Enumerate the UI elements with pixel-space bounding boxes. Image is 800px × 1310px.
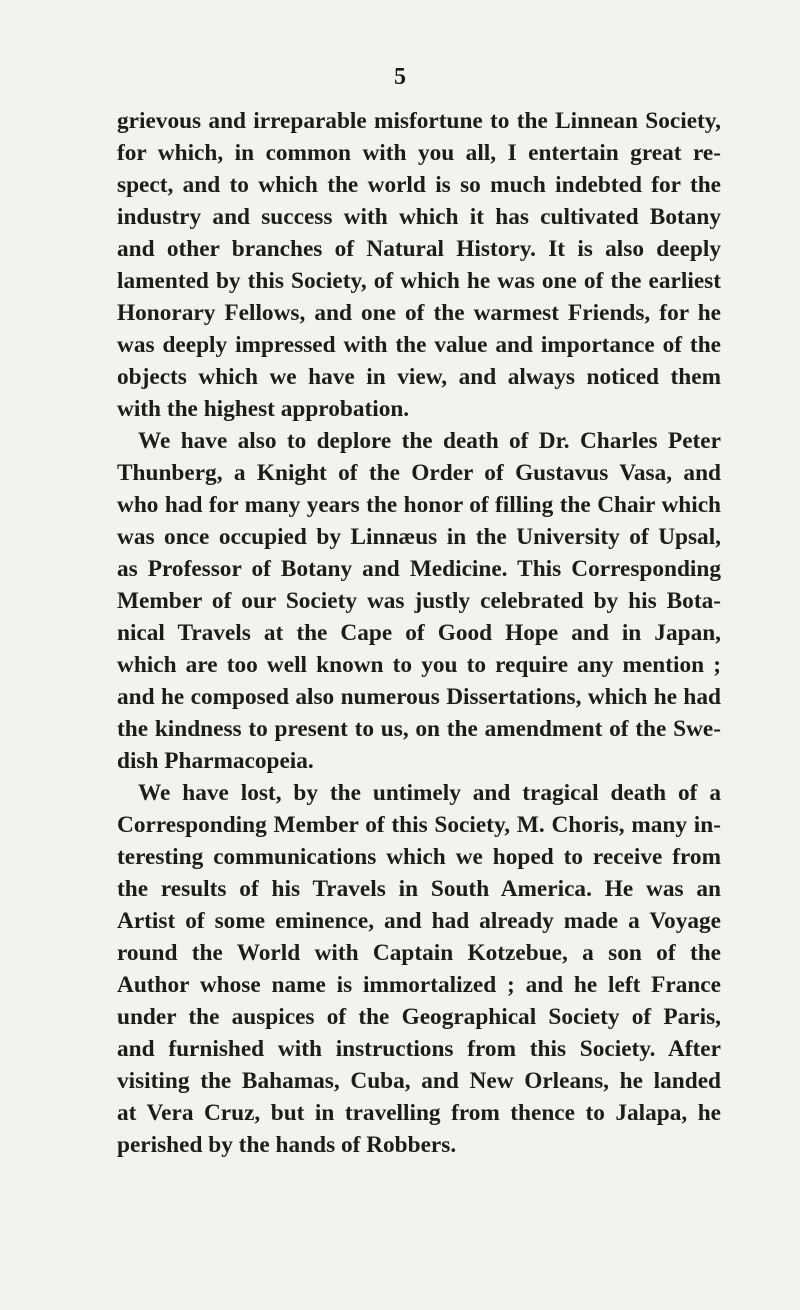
text-line: grievous and irreparable misfortune to the Linnean Society, bbox=[117, 108, 721, 134]
text-line: under the auspices of the Geographical Society of Paris, bbox=[117, 1004, 721, 1030]
text-line: dish Pharmacopeia. bbox=[117, 748, 314, 774]
text-line: visiting the Bahamas, Cuba, and New Orleans, he landed bbox=[117, 1068, 721, 1094]
text-line: as Professor of Botany and Medicine. This Corresponding bbox=[117, 556, 721, 582]
text-line: Corresponding Member of this Society, M. Choris, many in- bbox=[117, 812, 721, 838]
text-line: who had for many years the honor of filling the Chair which bbox=[117, 492, 721, 518]
text-line: nical Travels at the Cape of Good Hope and in Japan, bbox=[117, 620, 721, 646]
text-line: objects which we have in view, and always noticed them bbox=[117, 364, 721, 390]
text-line: which are too well known to you to require any mention ; bbox=[117, 652, 721, 678]
text-line: was deeply impressed with the value and importance of the bbox=[117, 332, 721, 358]
text-line: We have also to deplore the death of Dr. Charles Peter bbox=[138, 428, 721, 454]
text-line: Author whose name is immortalized ; and he left France bbox=[117, 972, 721, 998]
text-line: and other branches of Natural History. It is also deeply bbox=[117, 236, 721, 262]
text-line: and furnished with instructions from this Society. After bbox=[117, 1036, 721, 1062]
text-line: Artist of some eminence, and had already made a Voyage bbox=[117, 908, 721, 934]
text-line: spect, and to which the world is so much indebted for the bbox=[117, 172, 721, 198]
text-line: Thunberg, a Knight of the Order of Gustavus Vasa, and bbox=[117, 460, 721, 486]
text-line: teresting communications which we hoped to receive from bbox=[117, 844, 721, 870]
text-line: round the World with Captain Kotzebue, a son of the bbox=[117, 940, 721, 966]
text-line: the results of his Travels in South America. He was an bbox=[117, 876, 721, 902]
text-line: was once occupied by Linnæus in the University of Upsal, bbox=[117, 524, 721, 550]
text-line: and he composed also numerous Dissertations, which he had bbox=[117, 684, 721, 710]
text-line: perished by the hands of Robbers. bbox=[117, 1132, 457, 1158]
text-line: lamented by this Society, of which he was one of the earliest bbox=[117, 268, 721, 294]
text-line: the kindness to present to us, on the amendment of the Swe- bbox=[117, 716, 721, 742]
text-line: at Vera Cruz, but in travelling from thence to Jalapa, he bbox=[117, 1100, 721, 1126]
text-line: We have lost, by the untimely and tragical death of a bbox=[138, 780, 721, 806]
text-line: Honorary Fellows, and one of the warmest Friends, for he bbox=[117, 300, 721, 326]
text-line: industry and success with which it has cultivated Botany bbox=[117, 204, 721, 230]
text-line: Member of our Society was justly celebrated by his Bota- bbox=[117, 588, 721, 614]
body-text bbox=[117, 105, 721, 1161]
text-line: for which, in common with you all, I entertain great re- bbox=[117, 140, 721, 166]
page-number: 5 bbox=[394, 64, 406, 90]
text-line: with the highest approbation. bbox=[117, 396, 410, 422]
